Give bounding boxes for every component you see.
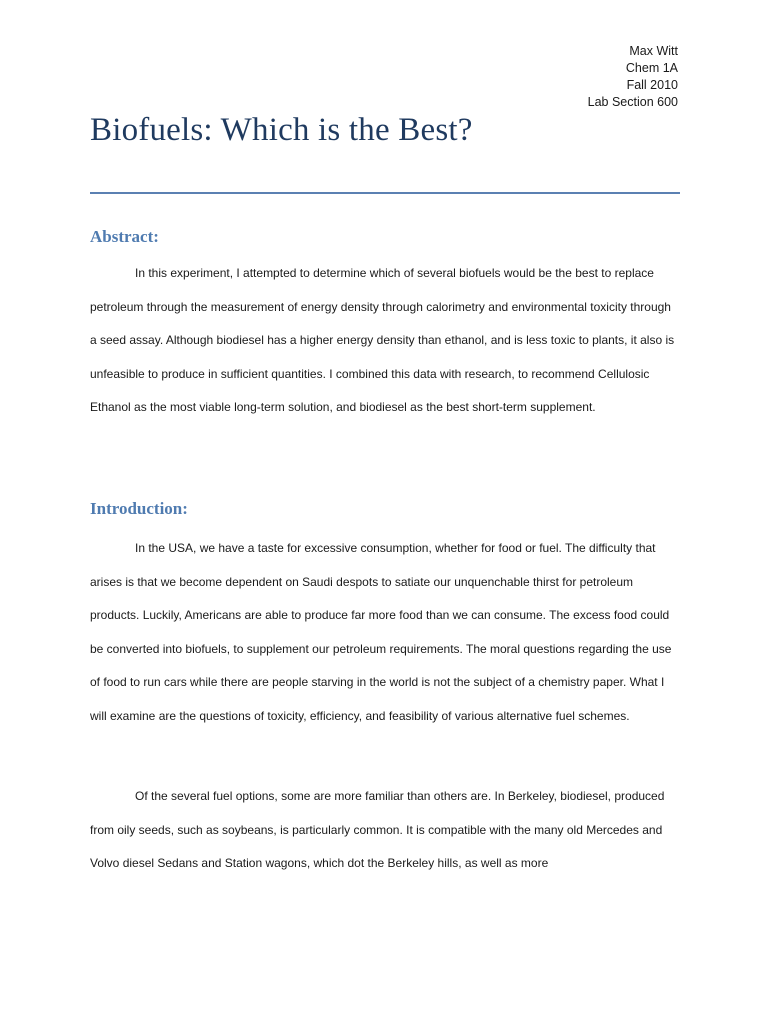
course-name: Chem 1A	[625, 61, 678, 75]
introduction-paragraph-2: Of the several fuel options, some are more familiar than others are. In Berkeley, biodiesel, produced from oily seeds, such as soybeans, is particularly common. It is compatible with the many old Mercedes and Volvo diesel Sedans and Station wagons, which dot the Berkeley hills, as well as more	[90, 789, 665, 871]
lab-section: Lab Section 600	[587, 95, 678, 109]
document-title: Biofuels: Which is the Best?	[90, 112, 473, 148]
introduction-paragraph-1: In the USA, we have a taste for excessive consumption, whether for food or fuel. The difficulty that arises is that we become dependent on Saudi despots to satiate our unquenchable thirst for petroleum products. Luckily, Americans are able to produce far more food than we can consume. The excess food could be converted into biofuels, to supplement our petroleum requirements. The moral questions regarding the use of food to run cars while there are people starving in the world is not the subject of a chemistry paper. What I will examine are the questions of toxicity, efficiency, and feasibility of various alternative fuel schemes.	[90, 541, 672, 723]
introduction-heading: Introduction:	[90, 499, 188, 518]
author-info-block	[588, 43, 678, 111]
abstract-heading: Abstract:	[90, 227, 159, 246]
title-divider	[90, 192, 680, 194]
abstract-paragraph: In this experiment, I attempted to determine which of several biofuels would be the best to replace petroleum through the measurement of energy density through calorimetry and environmental toxicity through a seed assay. Although biodiesel has a higher energy density than ethanol, and is less toxic to plants, it also is unfeasible to produce in sufficient quantities. I combined this data with research, to recommend Cellulosic Ethanol as the most viable long-term solution, and biodiesel as the best short-term supplement.	[90, 266, 675, 415]
term: Fall 2010	[626, 78, 678, 92]
author-name: Max Witt	[629, 44, 678, 58]
